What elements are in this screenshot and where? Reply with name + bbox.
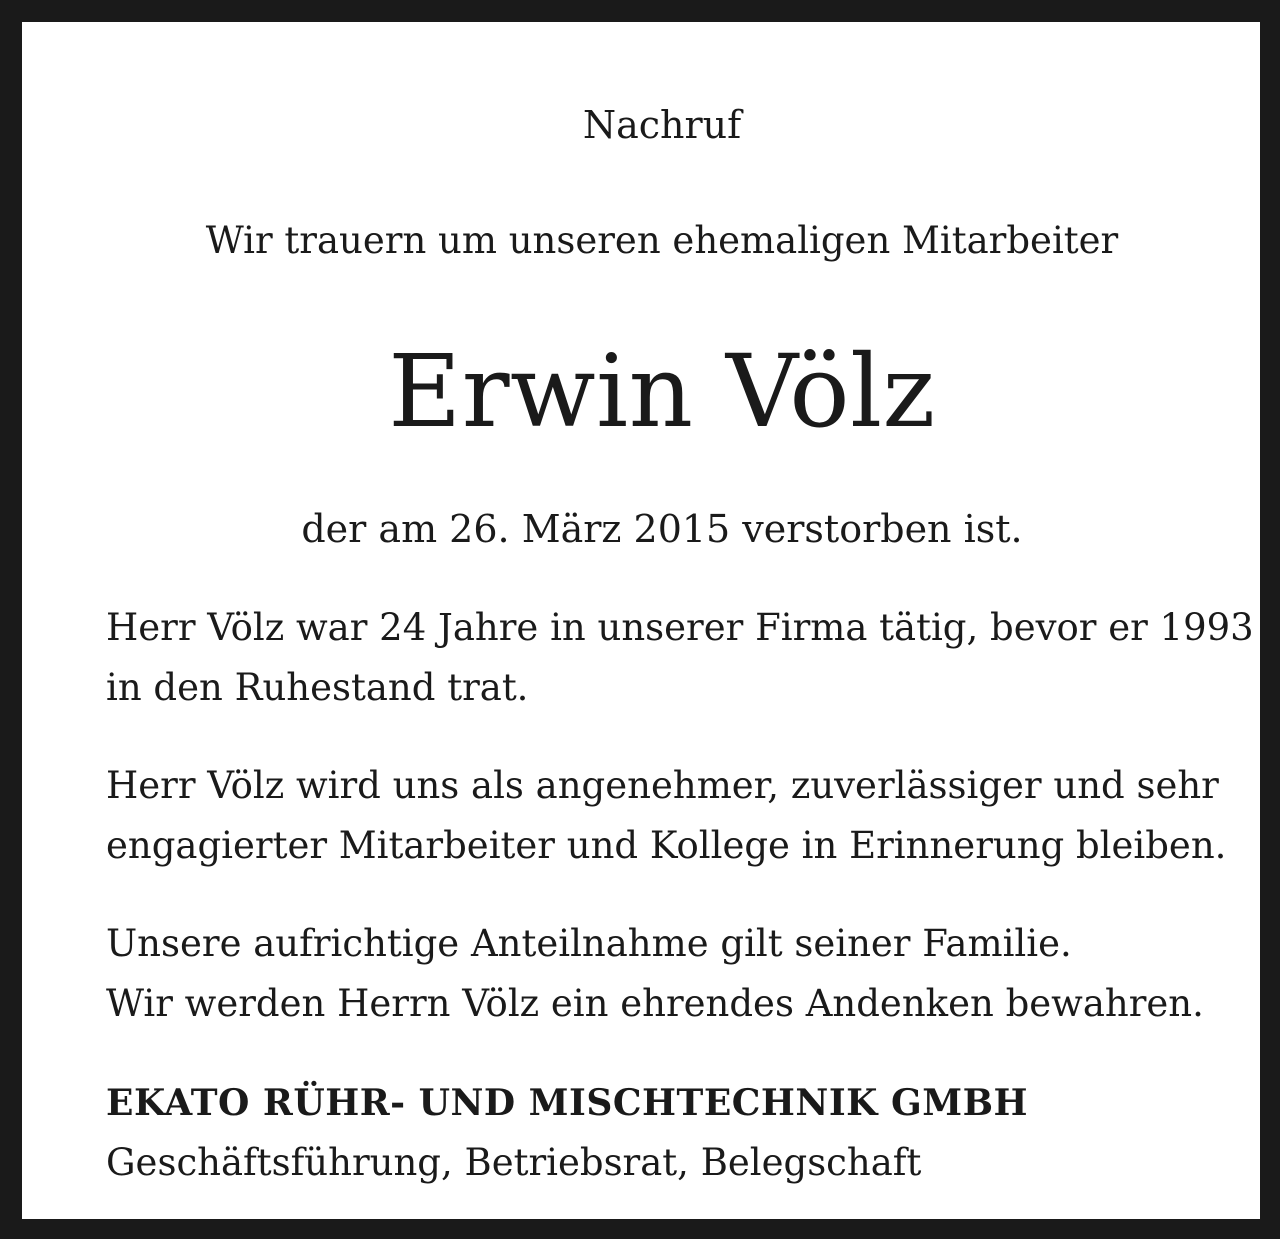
company-name: EKATO RÜHR- UND MISCHTECHNIK GMBH xyxy=(106,1082,1029,1124)
date-of-death-line: der am 26. März 2015 verstorben ist. xyxy=(301,507,1023,551)
notice-heading: Nachruf xyxy=(582,103,742,147)
paragraph-1-line-2: in den Ruhestand trat. xyxy=(106,666,529,709)
paragraph-3-line-2: Wir werden Herrn Völz ein ehrendes Andenken bewahren. xyxy=(106,982,1204,1025)
company-departments: Geschäftsführung, Betriebsrat, Belegschaft xyxy=(106,1141,922,1184)
paragraph-1-line-1: Herr Völz war 24 Jahre in unserer Firma tätig, bevor er 1993 xyxy=(106,606,1254,649)
deceased-name: Erwin Völz xyxy=(388,333,936,450)
paragraph-2-line-2: engagierter Mitarbeiter und Kollege in Erinnerung bleiben. xyxy=(106,824,1227,867)
paragraph-3-line-1: Unsere aufrichtige Anteilnahme gilt seiner Familie. xyxy=(106,922,1072,965)
paragraph-2-line-1: Herr Völz wird uns als angenehmer, zuverlässiger und sehr xyxy=(106,764,1219,807)
notice-intro: Wir trauern um unseren ehemaligen Mitarbeiter xyxy=(205,219,1119,262)
